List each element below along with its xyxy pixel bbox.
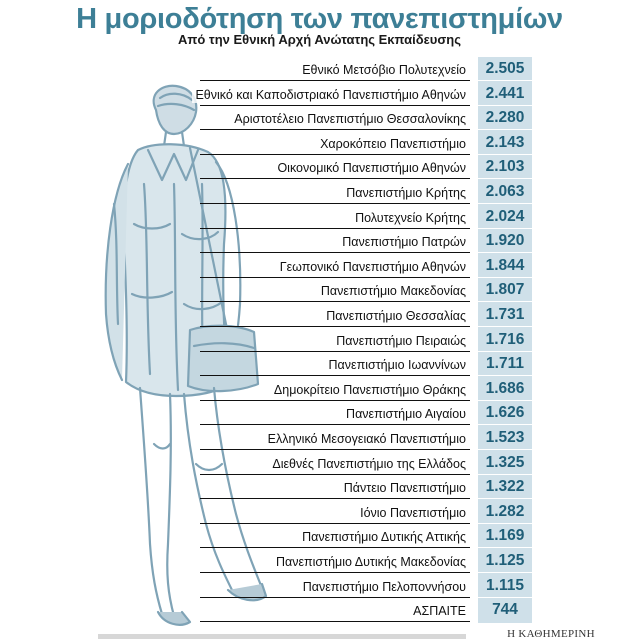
score-value: 2.103 — [478, 155, 532, 179]
university-name: Ιόνιο Πανεπιστήμιο — [357, 506, 466, 521]
university-name: Πανεπιστήμιο Κρήτης — [343, 186, 466, 201]
chart-subtitle: Από την Εθνική Αρχή Ανώτατης Εκπαίδευσης — [178, 32, 461, 47]
publisher-credit: Η ΚΑΘΗΜΕΡΙΝΗ — [507, 628, 595, 640]
score-value: 2.143 — [478, 131, 532, 155]
score-value: 1.169 — [478, 524, 532, 548]
university-name: Πανεπιστήμιο Πελοποννήσου — [300, 580, 466, 595]
score-value: 1.731 — [478, 303, 532, 327]
score-value: 1.716 — [478, 328, 532, 352]
score-value: 1.626 — [478, 401, 532, 425]
score-value: 1.686 — [478, 377, 532, 401]
university-name: Εθνικό Μετσόβιο Πολυτεχνείο — [299, 63, 466, 78]
score-value: 2.280 — [478, 106, 532, 130]
university-name: Πανεπιστήμιο Δυτικής Αττικής — [299, 530, 466, 545]
university-name: Αριστοτέλειο Πανεπιστήμιο Θεσσαλονίκης — [231, 112, 466, 127]
university-name: Γεωπονικό Πανεπιστήμιο Αθηνών — [277, 260, 466, 275]
score-value: 1.711 — [478, 352, 532, 376]
university-name: Ελληνικό Μεσογειακό Πανεπιστήμιο — [265, 432, 466, 447]
score-value: 1.920 — [478, 229, 532, 253]
university-name: Πανεπιστήμιο Πειραιώς — [333, 334, 466, 349]
score-value: 1.125 — [478, 549, 532, 573]
score-value: 2.505 — [478, 57, 532, 81]
score-value: 1.282 — [478, 500, 532, 524]
score-value: 1.844 — [478, 254, 532, 278]
university-name: Οικονομικό Πανεπιστήμιο Αθηνών — [274, 161, 466, 176]
university-name: Πανεπιστήμιο Αιγαίου — [343, 407, 466, 422]
university-name: Δημοκρίτειο Πανεπιστήμιο Θράκης — [271, 383, 466, 398]
score-value: 2.024 — [478, 205, 532, 229]
footer-rule — [98, 634, 466, 639]
university-name: Πανεπιστήμιο Μακεδονίας — [318, 284, 466, 299]
university-name: Εθνικό και Καποδιστριακό Πανεπιστήμιο Αθηνών — [192, 88, 466, 103]
row-rule — [200, 621, 470, 622]
score-value: 2.063 — [478, 180, 532, 204]
university-name: Πανεπιστήμιο Πατρών — [339, 235, 466, 250]
university-name: Πανεπιστήμιο Ιωαννίνων — [326, 358, 466, 373]
score-value: 2.441 — [478, 82, 532, 106]
chart-title: Η μοριοδότηση των πανεπιστημίων — [76, 3, 563, 35]
university-name: Πανεπιστήμιο Δυτικής Μακεδονίας — [273, 555, 466, 570]
university-name: Πανεπιστήμιο Θεσσαλίας — [323, 309, 466, 324]
university-name: Διεθνές Πανεπιστήμιο της Ελλάδος — [269, 457, 466, 472]
score-value: 1.115 — [478, 574, 532, 598]
score-value: 1.325 — [478, 451, 532, 475]
score-value: 1.807 — [478, 278, 532, 302]
score-value: 1.322 — [478, 475, 532, 499]
university-name: ΑΣΠΑΙΤΕ — [410, 604, 466, 619]
university-name: Πάντειο Πανεπιστήμιο — [341, 481, 466, 496]
university-name: Χαροκόπειο Πανεπιστήμιο — [317, 137, 466, 152]
university-name: Πολυτεχνείο Κρήτης — [352, 211, 466, 226]
score-value: 1.523 — [478, 426, 532, 450]
score-value: 744 — [492, 601, 518, 619]
